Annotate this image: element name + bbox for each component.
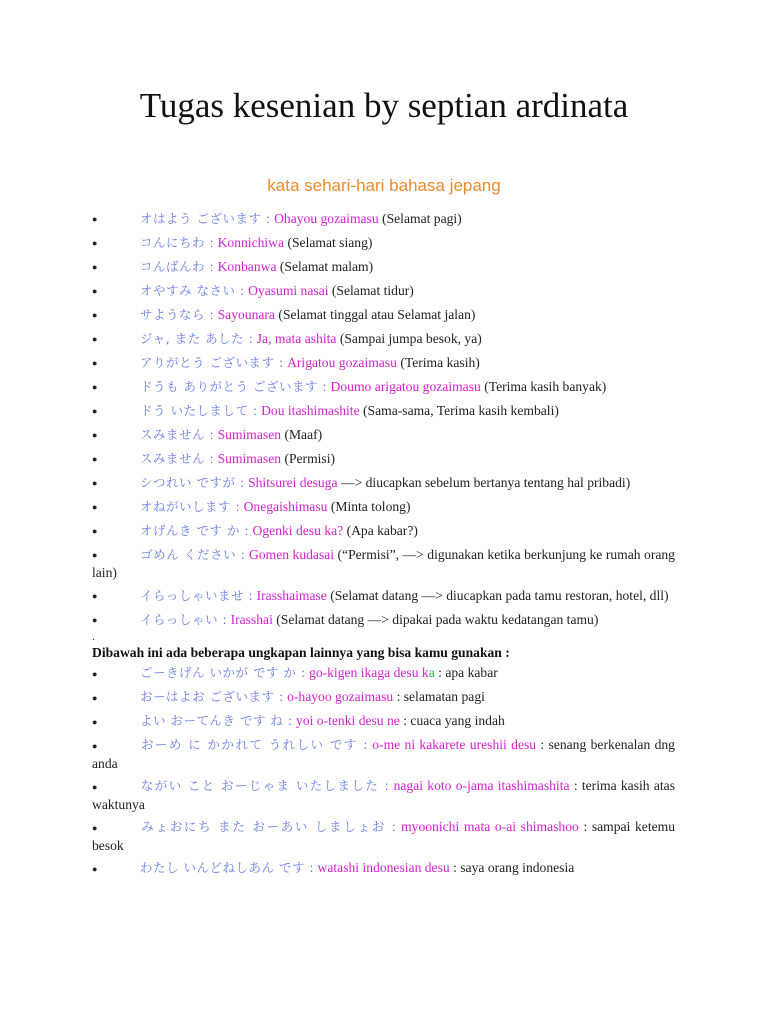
bullet-icon: ● xyxy=(92,668,98,679)
list-item: ● みょおにち また おーあい しましょお : myoonichi mata o-ai shimashoo : sampai ketemu besok xyxy=(92,819,676,853)
list-item: ● イらっしゃい : Irasshai (Selamat datang —> dipakai pada waktu kedatangan tamu) xyxy=(92,611,675,629)
list-item: ● わたし いんどねしあん です : watashi indonesian desu : saya orang indonesia xyxy=(92,859,675,877)
separator-dot: . xyxy=(92,629,95,644)
list-item: ● ドうも ありがとう ございます : Doumo arigatou gozaimasu (Terima kasih banyak) xyxy=(92,378,675,396)
list-item: ● オやすみ なさい : Oyasumi nasai (Selamat tidur) xyxy=(92,282,675,300)
phrase-list xyxy=(92,210,675,883)
bullet-icon: ● xyxy=(92,430,98,441)
list-item: ● おーはよお ございます : o-hayoo gozaimasu : selamatan pagi xyxy=(92,688,675,706)
bullet-icon: ● xyxy=(92,692,98,703)
bullet-icon: ● xyxy=(92,478,98,489)
section-heading: Dibawah ini ada beberapa ungkapan lainnya yang bisa kamu gunakan : xyxy=(92,645,510,661)
bullet-icon: ● xyxy=(92,406,98,417)
bullet-icon: ● xyxy=(92,525,98,536)
bullet-icon: ● xyxy=(92,310,98,321)
bullet-icon: ● xyxy=(92,358,98,369)
bullet-icon: ● xyxy=(92,502,98,512)
list-item: ● ジャ, また あした : Ja, mata ashita (Sampai jumpa besok, ya) xyxy=(92,330,675,348)
list-item: ● ごーきげん いかが です か : go-kigen ikaga desu ka : apa kabar xyxy=(92,664,675,682)
bullet-icon: ● xyxy=(92,614,98,625)
list-item: ● スみません : Sumimasen (Maaf) xyxy=(92,426,675,444)
list-item: ● おーめ に かかれて うれしい です : o-me ni kakarete ureshii desu : senang berkenalan dng anda xyxy=(92,737,675,771)
list-item: ● イらっしゃいませ : Irasshaimase (Selamat datang —> diucapkan pada tamu restoran, hotel, dll) xyxy=(92,587,675,605)
bullet-icon: ● xyxy=(92,334,98,345)
list-item: ● スみません : Sumimasen (Permisi) xyxy=(92,450,675,468)
list-item: ● オはよう ございます : Ohayou gozaimasu (Selamat pagi) xyxy=(92,210,675,228)
list-item: ● アりがとう ございます : Arigatou gozaimasu (Terima kasih) xyxy=(92,354,675,372)
bullet-icon: ● xyxy=(92,716,98,727)
list-item: ● コんにちわ : Konnichiwa (Selamat siang) xyxy=(92,234,675,252)
bullet-icon: ● xyxy=(92,590,98,601)
list-item: ● オげんき です か : Ogenki desu ka? (Apa kabar?) xyxy=(92,522,675,540)
list-item: ● シつれい ですが : Shitsurei desuga —> diucapkan sebelum bertanya tentang hal pribadi) xyxy=(92,474,675,492)
bullet-icon: ● xyxy=(92,262,98,273)
bullet-icon: ● xyxy=(92,454,98,465)
bullet-icon: ● xyxy=(92,740,98,751)
list-item: ● コんばんわ : Konbanwa (Selamat malam) xyxy=(92,258,675,276)
page-subtitle: kata sehari-hari bahasa jepang xyxy=(267,176,501,195)
list-item: ● オねがいします : Onegaishimasu (Minta tolong) xyxy=(92,498,675,516)
list-item: ● サようなら : Sayounara (Selamat tinggal atau Selamat jalan) xyxy=(92,306,675,324)
list-item: ● ドう いたしまして : Dou itashimashite (Sama-sama, Terima kasih kembali) xyxy=(92,402,675,420)
page-title: Tugas kesenian by septian ardinata xyxy=(139,86,629,125)
list-item: ● ゴめん ください : Gomen kudasai (“Permisi”, —> digunakan ketika berkunjung ke rumah orang lain) xyxy=(92,546,675,580)
bullet-icon: ● xyxy=(92,238,98,249)
bullet-icon: ● xyxy=(92,382,98,393)
bullet-icon: ● xyxy=(92,781,98,792)
bullet-icon: ● xyxy=(92,822,98,833)
bullet-icon: ● xyxy=(92,286,98,297)
bullet-icon: ● xyxy=(92,214,98,225)
bullet-icon: ● xyxy=(92,549,98,560)
list-item: ● よい おーてんき です ね : yoi o-tenki desu ne : cuaca yang indah xyxy=(92,712,675,730)
bullet-icon: ● xyxy=(92,863,98,874)
list-item: ● ながい こと おーじゃま いたしました : nagai koto o-jama itashimashita : terima kasih atas waktunya xyxy=(92,778,675,812)
